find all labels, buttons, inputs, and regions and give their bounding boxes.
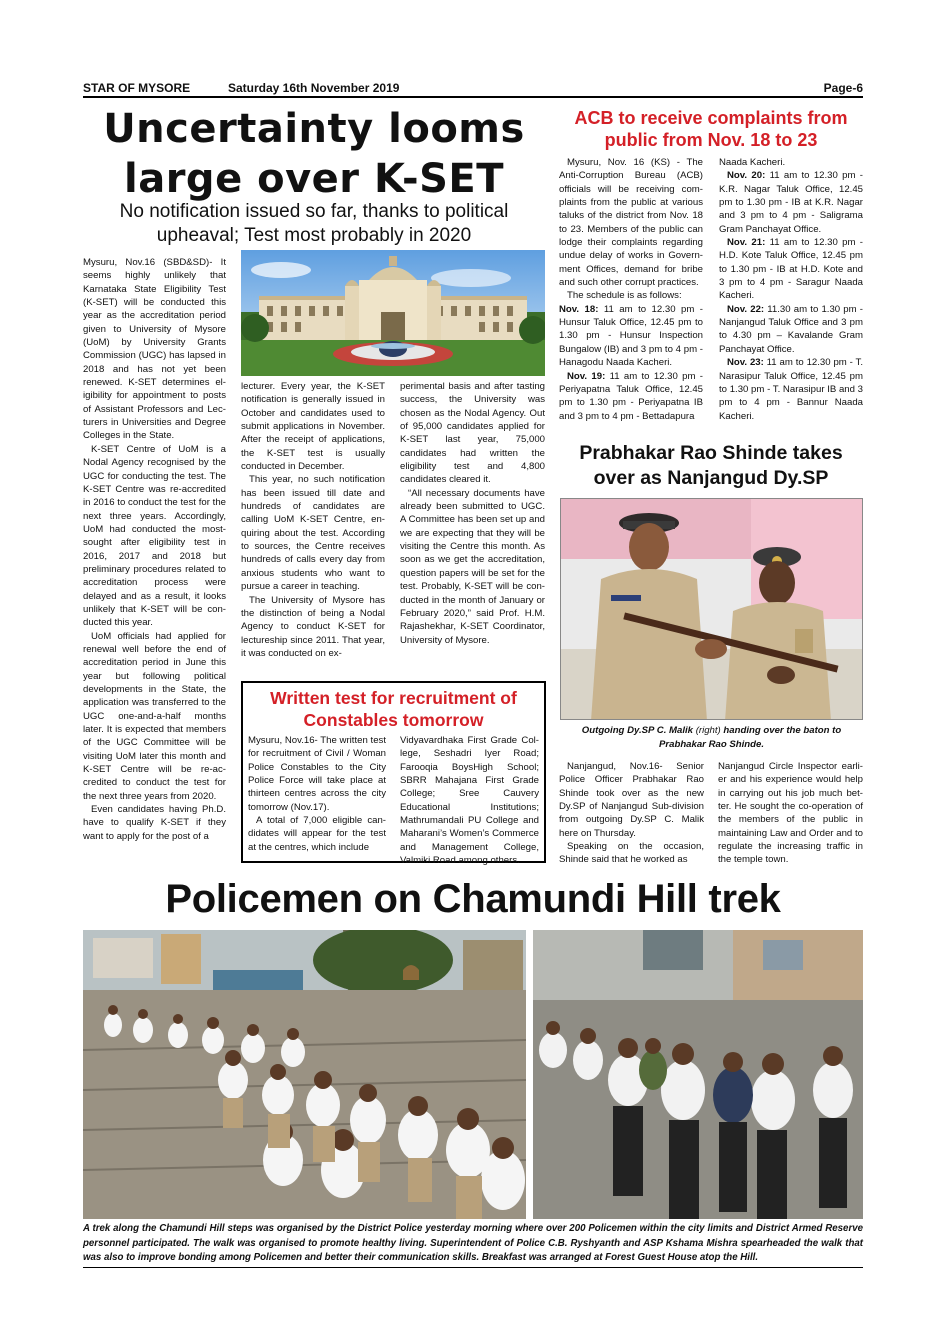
kset-column-3	[400, 380, 545, 647]
constables-headline	[245, 687, 542, 731]
shinde-headline-line-1: Prabhakar Rao Shinde takes	[579, 442, 843, 464]
shinde-caption-line-1: Outgoing Dy.SP C. Malik (right) handing over the baton to	[581, 725, 842, 736]
constables-paragraph: Vidyavardhaka First Grade College, Seshadri Iyer Road; Farooqia BoysHigh School; SBRR Mahajana First Grade College; Sree Cauvery Educational Institutions; Mathrumandali PU College and Maharani’s Women’s Commerce and Management College, Valmiki Road among others.	[400, 735, 539, 867]
acb-date-label: Nov. 22:	[727, 303, 765, 315]
kset-paragraph: Even candidates having Ph.D. have to qualify K-SET if they want to apply for the post of a	[83, 804, 226, 842]
shinde-paragraph: Nanjangud Circle Inspector earlier and his experience would help in carrying out his job much better. He sought the co-operation of the members of the public in maintaining Law and Order and to regulate the increasing traffic in the temple town.	[718, 761, 863, 866]
university-photo	[241, 250, 545, 376]
acb-date-label: Nov. 18:	[559, 303, 599, 315]
issue-date: Saturday 16th November 2019	[228, 81, 400, 95]
baton-handover-image	[561, 499, 863, 720]
constables-column-2	[400, 734, 539, 867]
kset-paragraph: The University of Mysore has the distinction of being a Nodal Agency to conduct K-SET for lectureship since 2011. That year, it was conducted on ex-	[241, 594, 385, 659]
acb-schedule-nov-22: Nov. 22: 11.30 am to 1.30 pm - Nanjangud Taluk Office and 3 pm to 4.30 pm – Kavalande Gram Panchayat Office.	[719, 303, 864, 355]
acb-paragraph: The schedule is as follows:	[567, 290, 682, 302]
acb-paragraph: Mysuru, Nov. 16 (KS) - The Anti-Corruption Bureau (ACB) officials will be receiving complaints from the public at various taluks of the district from Nov. 18 to 23. Members of the public can lodge their complaints regarding undue delay of works in Government Offices, demand for bribe and such other corrupt practices.	[559, 157, 703, 289]
acb-paragraph: Naada Kacheri.	[719, 157, 786, 168]
publication-name: STAR OF MYSORE	[83, 81, 191, 95]
shinde-column-1	[559, 760, 704, 867]
acb-headline-line-2: public from Nov. 18 to 23	[604, 130, 818, 150]
kset-paragraph: UoM officials had applied for renewal well before the end of accreditation period in June this year but following political developments in the State, the application was transferred to the UGC one-and-a-half months later. It is expected that members of the UGC Committee will be visiting UoM later this month and K-SET Centre will be re-accredited to conduct the test for the next three years from 2020.	[83, 630, 226, 802]
acb-column-2	[719, 156, 863, 423]
policemen-climbing-steps-image	[83, 930, 526, 1219]
trek-photo-caption: A trek along the Chamundi Hill steps was organised by the District Police yesterday morning where over 200 Policemen within the city limits and District Armed Reserve personnel participated. The walk was organised to promote healthy living. Superintendent of Police C.B. Ryshyanth and ASP Kshama Mishra spearheaded the walk that was also to improve bonding among Policemen and better their communication skills. Breakfast was arranged at Forest Guest House atop the Hill.	[83, 1222, 863, 1268]
constables-headline-line-1: Written test for recruitment of	[270, 688, 517, 708]
kset-headline	[83, 104, 545, 204]
kset-subheadline	[83, 200, 545, 248]
constables-paragraph: A total of 7,000 eligible candidates will appear for the test at the centres, which include	[248, 815, 386, 853]
shinde-headline-line-2: over as Nanjangud Dy.SP	[593, 467, 829, 489]
constables-paragraph: Mysuru, Nov.16- The written test for recruitment of Civil / Woman Police Constables to the City Police Force will take place at thirteen centres across the city tomorrow (Nov.17).	[248, 735, 386, 813]
kset-paragraph: “All necessary documents have already been submitted to UGC. A Committee has been set up and we are expecting that they will be visiting the Centre this month. As soon as we get the accreditation, question papers will be set for the test. Probably, K-SET will be conducted in the month of January or February 2020,” said Prof. H.M. Rajashekhar, K-SET Coordinator, University of Mysore.	[400, 487, 545, 646]
acb-column-1	[559, 156, 703, 423]
kset-column-1	[83, 256, 226, 843]
acb-schedule-nov-19: Nov. 19: 11 am to 12.30 pm - Periyapatna Taluk Office, 12.45 pm to 1.30 pm - Periyapatna IB and 3 pm to 4 pm - Bettadapura	[559, 370, 703, 422]
kset-paragraph: This year, no such notification has been issued till date and hundreds of candidates are calling UoM K-SET Centre, enquiring about the test. According to sources, the Centre receives hundreds of calls every day from anxious students who want to pursue a career in teaching.	[241, 474, 385, 593]
acb-date-label: Nov. 23:	[727, 357, 764, 369]
acb-schedule-nov-18: Nov. 18: 11 am to 12.30 pm - Hunsur Taluk Office, 12.45 pm to 1.30 pm - Hunsur Inspection Bungalow (IB) and 3 pm to 4 pm - Hanagodu Naada Kacheri.	[559, 303, 703, 369]
kset-headline-line-1: Uncertainty looms	[103, 106, 525, 152]
trek-headline: Policemen on Chamundi Hill trek	[165, 877, 781, 921]
trek-photo-right	[533, 930, 863, 1219]
kset-paragraph: Mysuru, Nov.16 (SBD&SD)- It seems highly unlikely that Karnataka State Eligibility Test (K-SET) will be conducted this year as the accreditation period given to University of Mysore (UoM) by University Grants Commission (UGC) has lapsed in 2018 and has not yet been renewed. K-SET determines eligibility for appointment to posts of Assistant Professors and Lecturers in Universities and Degree Colleges in the State.	[83, 257, 226, 442]
acb-schedule-nov-23: Nov. 23: 11 am to 12.30 pm - T. Narasipur Taluk Office, 12.45 pm to 1.30 pm - T. Narasipur IB and 3 pm to 4 pm - Bannur Naada Kacheri.	[719, 357, 863, 422]
acb-date-label: Nov. 20:	[727, 170, 766, 182]
acb-date-label: Nov. 19:	[567, 370, 606, 382]
shinde-headline	[556, 441, 866, 491]
acb-schedule-nov-20: Nov. 20: 11 am to 12.30 pm - K.R. Nagar Taluk Office, 12.45 pm to 1.30 pm - IB at K.R. Nagar and 3 pm to 4 pm - Saligrama Gram Panchayat Office.	[719, 170, 863, 235]
acb-date-label: Nov. 21:	[727, 237, 766, 249]
acb-headline	[559, 107, 863, 151]
kset-subheadline-line-2: upheaval; Test most probably in 2020	[156, 225, 472, 246]
kset-subheadline-line-1: No notification issued so far, thanks to political	[119, 201, 509, 222]
trek-photo-left	[83, 930, 526, 1219]
page-number: Page-6	[823, 81, 863, 95]
shinde-paragraph: Nanjangud, Nov.16- Senior Police Officer Prabhakar Rao Shinde took over as the new Dy.SP of Nanjangud Sub-division from outgoing Dy.SP C. Malik here on Thursday.	[559, 761, 704, 839]
kset-paragraph: perimental basis and after tasting success, the University was chosen as the Nodal Agency. Out of 95,000 candidates applied for K-SET last year, 75,000 candidates had written the eligibility test and 4,800 candidates cleared it.	[400, 381, 545, 486]
shinde-photo	[560, 498, 863, 720]
university-building-image	[241, 250, 545, 376]
officers-walking-image	[533, 930, 863, 1219]
kset-paragraph: lecturer. Every year, the K-SET notification is generally issued in October and candidates used to submit applications in November. After the receipt of applications, the K-SET test is usually conducted in December.	[241, 381, 385, 473]
constables-headline-line-2: Constables tomorrow	[303, 710, 484, 730]
kset-paragraph: K-SET Centre of UoM is a Nodal Agency recognised by the UGC for conducting the test. The K-SET Centre was re-accredited in 2016 to conduct the test for the next three years. Accordingly, UoM had conducted the most-sought after eligibility test in 2016, 2017 and 2018 but preliminary procedures related to accreditation process were delayed and as a result, it looks unlikely that K-SET will be conducted this year.	[83, 443, 226, 629]
kset-column-2	[241, 380, 385, 660]
masthead	[83, 80, 863, 98]
kset-headline-line-2: large over K-SET	[124, 156, 504, 202]
shinde-photo-caption	[560, 724, 863, 751]
constables-column-1	[248, 734, 386, 854]
shinde-caption-line-2: Prabhakar Rao Shinde.	[658, 738, 765, 750]
shinde-column-2	[718, 760, 863, 867]
acb-headline-line-1: ACB to receive complaints from	[574, 108, 848, 128]
shinde-paragraph: Speaking on the occasion, Shinde said that he worked as	[559, 841, 704, 866]
acb-schedule-nov-21: Nov. 21: 11 am to 12.30 pm - H.D. Kote Taluk Office, 12.45 pm to 1.30 pm - IB at H.D. Kote and 3 pm to 4 pm - Saragur Naada Kacheri.	[719, 237, 863, 302]
